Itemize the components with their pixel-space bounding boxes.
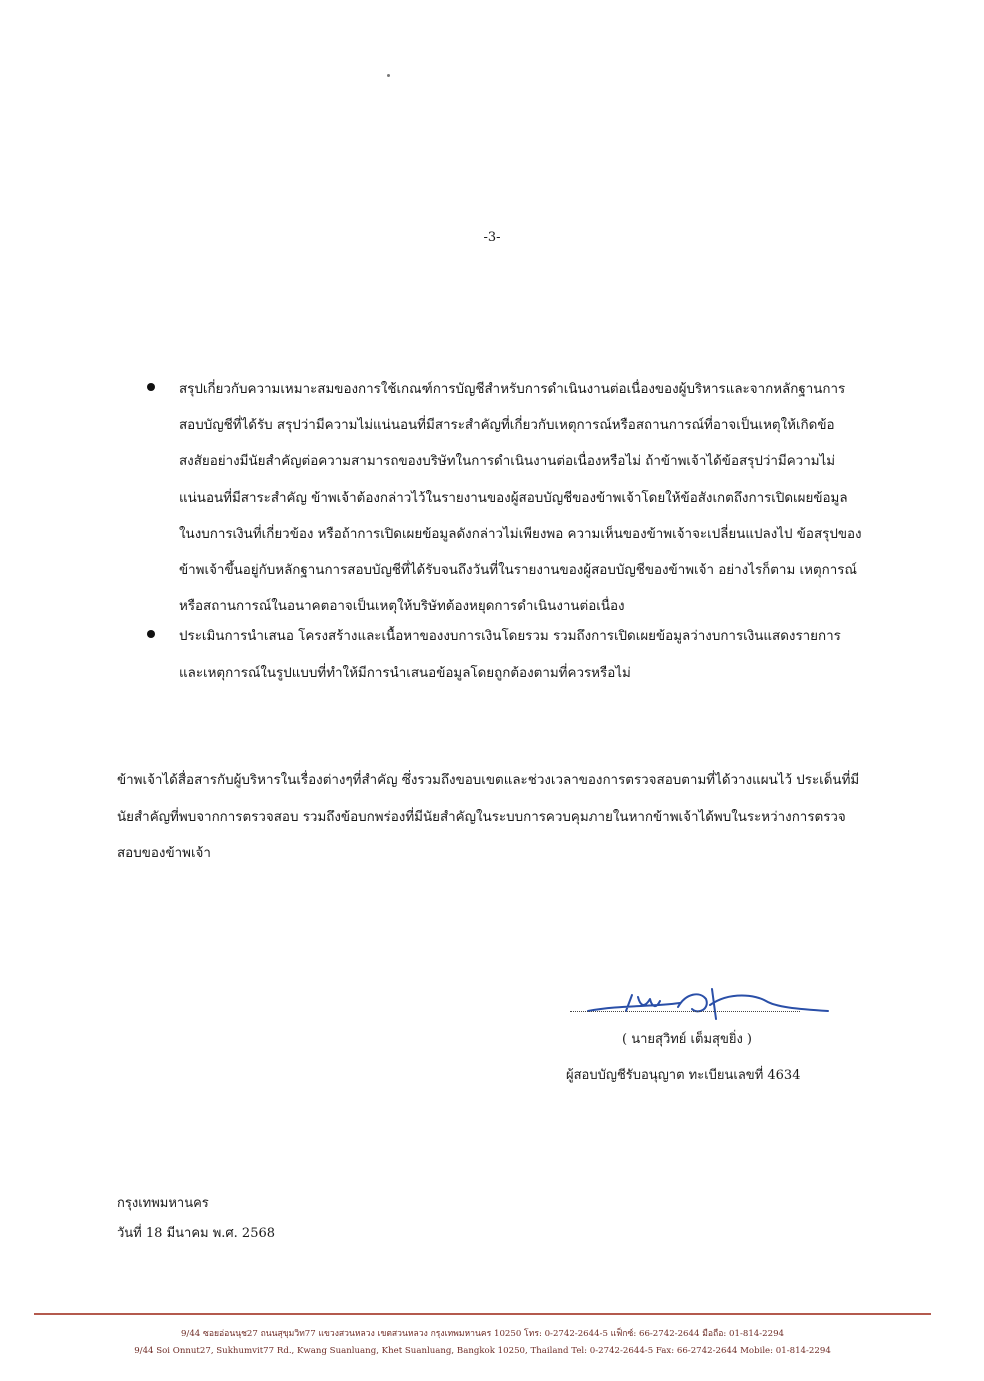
footer-address-english: 9/44 Soi Onnut27, Sukhumvit77 Rd., Kwang Suanluang, Khet Suanluang, Bangkok 10250, Thailand Tel: 0-2742-2644-5 Fax: 66-2742-2644 Mobile: 01-814-2294 [134, 1346, 831, 1356]
bullet-item-going-concern [143, 372, 863, 625]
page-number: -3- [483, 230, 501, 245]
scan-speck [387, 74, 390, 77]
signatory-name: ( นายสุวิทย์ เต็มสุขยิ่ง ) [622, 1032, 753, 1047]
footer-divider [34, 1313, 931, 1315]
bullet-text: ประเมินการนำเสนอ โครงสร้างและเนื้อหาของงบการเงินโดยรวม รวมถึงการเปิดเผยข้อมูลว่างบการเงินแสดงรายการและเหตุการณ์ในรูปแบบที่ทำให้มีการนำเสนอข้อมูลโดยถูกต้องตามที่ควรหรือไม่ [179, 629, 841, 681]
bullet-text: สรุปเกี่ยวกับความเหมาะสมของการใช้เกณฑ์การบัญชีสำหรับการดำเนินงานต่อเนื่องของผู้บริหารและจากหลักฐานการสอบบัญชีที่ได้รับ สรุปว่ามีความไม่แน่นอนที่มีสาระสำคัญที่เกี่ยวกับเหตุการณ์หรือสถานการณ์ที่อาจเป็นเหตุให้เกิดข้อสงสัยอย่างมีนัยสำคัญต่อความสามารถของบริษัทในการดำเนินงานต่อเนื่องหรือไม่ ถ้าข้าพเจ้าได้ข้อสรุปว่ามีความไม่แน่นอนที่มีสาระสำคัญ ข้าพเจ้าต้องกล่าวไว้ในรายงานของผู้สอบบัญชีของข้าพเจ้าโดยให้ข้อสังเกตถึงการเปิดเผยข้อมูลในงบการเงินที่เกี่ยวข้อง หรือถ้าการเปิดเผยข้อมูลดังกล่าวไม่เพียงพอ ความเห็นของข้าพเจ้าจะเปลี่ยนแปลงไป ข้อสรุปของข้าพเจ้าขึ้นอยู่กับหลักฐานการสอบบัญชีที่ได้รับจนถึงวันที่ในรายงานของผู้สอบบัญชีของข้าพเจ้า อย่างไรก็ตาม เหตุการณ์หรือสถานการณ์ในอนาคตอาจเป็นเหตุให้บริษัทต้องหยุดการดำเนินงานต่อเนื่อง [179, 382, 862, 615]
signatory-title: ผู้สอบบัญชีรับอนุญาต ทะเบียนเลขที่ 4634 [566, 1068, 801, 1083]
bullet-icon [147, 383, 155, 391]
footer-address-thai: 9/44 ซอยอ่อนนุช27 ถนนสุขุมวิท77 แขวงสวนหลวง เขตสวนหลวง กรุงเทพมหานคร 10250 โทร: 0-2742-2644-5 แฟ็กซ์: 66-2742-2644 มือถือ: 01-814-2294 [180, 1329, 785, 1339]
communication-paragraph: ข้าพเจ้าได้สื่อสารกับผู้บริหารในเรื่องต่างๆที่สำคัญ ซึ่งรวมถึงขอบเขตและช่วงเวลาของการตรวจสอบตามที่ได้วางแผนไว้ ประเด็นที่มีนัยสำคัญที่พบจากการตรวจสอบ รวมถึงข้อบกพร่องที่มีนัยสำคัญในระบบการควบคุมภายในหากข้าพเจ้าได้พบในระหว่างการตรวจสอบของข้าพเจ้า [117, 773, 860, 861]
bullet-item-presentation [143, 619, 863, 691]
report-date: วันที่ 18 มีนาคม พ.ศ. 2568 [117, 1226, 276, 1241]
bullet-list [143, 372, 863, 692]
bullet-icon [147, 630, 155, 638]
signature-dotted-line [570, 1011, 800, 1012]
city: กรุงเทพมหานคร [117, 1196, 209, 1211]
